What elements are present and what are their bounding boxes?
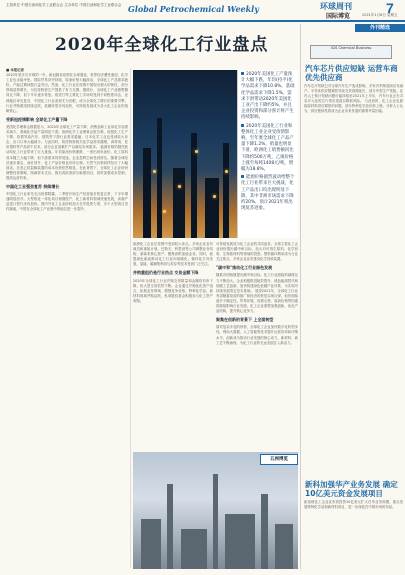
header-brand: Global Petrochemical Weekly: [128, 4, 259, 14]
article-col-1: [6, 68, 128, 568]
plant-tank: [275, 524, 293, 569]
col1b-text: 美国化学理事会数据显示，2020年全球化工产量下降，消费品和工业用化学品需求减少，基础化学品产量明显下滑。欧洲化学工业理事会报告称，欧盟化工生产下降，疫情导致汽车、建筑等下游行业需求萎缩。日本化学工业也受到较大冲击，出口订单大幅减少。与此同时，防疫物资相关化学品需求激增，消毒剂、医用塑料等产品供不应求，部分企业加紧扩产以满足市场需求。: [6, 124, 128, 150]
right-article-1-title: 汽车芯片供应短缺 运营车商优先供应商: [305, 64, 398, 82]
column-divider: [130, 68, 131, 568]
plant-tank: [141, 519, 161, 569]
col5-text: 展望2021年，全球化工行业有望随着疫苗的推广和经济的恢复实现反弹，但仍面临诸多不确定性。贸易环境、疫情走势、原油价格等因素将继续影响行业发展。化工企业需要加强创新，优化产品结构，提升核心竞争力。: [216, 288, 298, 314]
bullet-square-icon: [241, 175, 244, 178]
bullet-square-icon: [241, 72, 244, 75]
plant-tank: [213, 474, 218, 569]
col2-text: 能源价格的剧烈波动给化工行业带来了巨大挑战。年初原油价格暴跌，一度出现负油价，化工原料成本随之大幅下降，但下游需求同样低迷，企业盈利空间受到挤压。随着全球经济逐步重启，油价回升，化工产品价格也有所反弹。天然气价格同样经历了大幅波动，北美乙烷裂解装置的成本优势依然明显。在此背景下，全球化工企业纷纷调整经营策略，削减资本支出，推迟或取消部分新建项目，同时加强成本控制，提高运营效率。: [6, 145, 128, 180]
col4-text: 可持续发展成为化工企业的共同追求。全球主要化工企业纷纷提出碳中和目标，加大对可再生原料、化学回收、生物基材料等领域的投资。塑料循环利用成为行业关注焦点，多家企业宣布建设化学回收装置。: [216, 242, 298, 262]
right-article-2-body: 新加坡化工企业宣布将投资10亿美元扩大在华业务规模，重点发展特种化学品和新材料项目，进一步深化在中国市场的布局。: [304, 500, 403, 510]
header-small-text: 主管单位 中国石油和化学工业联合会 主办单位 中国石油和化学工业联合会: [6, 3, 122, 7]
photo-caption: 五洲博览: [260, 454, 298, 465]
right-column-tag: 外刊精选: [355, 24, 405, 32]
refinery-light: [213, 195, 216, 198]
chemical-plant-photo: [133, 452, 298, 569]
right-article-2-title: 新科加强华产业务发展 确定10亿美元资金发展项目: [305, 480, 398, 498]
header-date: 2021年1月8日 星期五: [362, 13, 398, 17]
article-col-3: [133, 242, 213, 448]
refinery-tower: [191, 133, 197, 238]
highlight-item: 2020年美国化工产量预计大幅下跌，年均(持平)化学品需求下降10.8%，基础化学品需求下降1.5%，需求下滑带动2020年美国化工业产出下降约5%，并且企业投资和部分预计将产生持续影响。: [241, 72, 295, 121]
highlight-item: 2020年美国化工行业和整体化工业企业受疫情影响，至年底全球化工产品产量下降1.2%，销量也明显下滑，欧洲化工销售额同比下降约500万吨，乙烯价格上涨至每吨1408元/吨，增幅为18.8%。: [241, 123, 294, 173]
page-number: 7: [386, 0, 394, 16]
refinery-tower: [223, 143, 229, 238]
subhead-3: 并购重组仍是行业热点 交易金额下降: [133, 270, 199, 276]
page-header: [0, 0, 405, 22]
right-article-1-body: 汽车芯片短缺已对全球汽车生产造成影响，多家汽车制造商宣布减产。半导体供应链紧张导致交货周期延长，部分车型生产受阻。业内人士预计短缺问题可能持续至2021年上半年，汽车行业正在寻求多元化的芯片供应渠道以降低风险。 与此同时，化工企业也面临原材料供应紧张的问题，部分特种化学品价格上涨。分析人士认为，供应链韧性将成为企业未来发展的重要考量因素。: [304, 84, 404, 114]
page-headline: 2020年全球化工行业盘点: [55, 35, 269, 55]
refinery-night-photo: [133, 70, 237, 238]
refinery-tower: [205, 178, 219, 238]
refinery-tower: [173, 168, 185, 238]
plant-tank: [261, 494, 268, 569]
subhead-1: 受新冠疫情影响 全球化工产量下降: [6, 116, 68, 122]
col3-text: 欧洲化工企业在疫情中受到较大冲击，多家企业宣布裁员和重组计划。巴斯夫、科思创等公司调整业务结构，剥离非核心资产，聚焦高附加值业务。同时，欧盟绿色新政推动化工行业向低碳化、循环化方向发展，氢能、碳捕集利用与封存等技术受到广泛关注。: [133, 242, 213, 267]
highlight-item: 能源价格剧烈波动给整个化工行业带来巨大挑战，化工产品出口均出现明显下降，其中非洲市场需求下降约20%，预计2021年将出现复苏迹象。: [241, 175, 295, 212]
header-sub-section: 国际博览: [326, 13, 351, 20]
right-article-2: [302, 478, 403, 558]
subhead-2: 中国化工业强劲复苏 持续增长: [6, 183, 60, 189]
subhead-5: 聚集在创新的背景下 上全面转型: [216, 317, 274, 323]
refinery-light: [153, 170, 156, 173]
refinery-tower: [157, 118, 162, 238]
refinery-light: [195, 150, 198, 153]
plant-tank: [167, 484, 173, 569]
col5b-text: 面对复杂多变的形势，全球化工企业加快数字化转型步伐，利用大数据、人工智能等技术提升运营效率和决策水平。创新成为推动行业发展的核心动力，新材料、新工艺不断涌现，为化工行业的长远发展注入新活力。: [216, 325, 298, 345]
bullet-square-icon: [241, 124, 244, 127]
highlights-box: [237, 70, 298, 238]
plant-tank: [181, 529, 207, 569]
refinery-light: [178, 185, 181, 188]
right-article-1: [302, 62, 403, 342]
article-col-4: [216, 242, 298, 448]
subhead-4: "碳中和"推动化工行业绿色发展: [216, 265, 273, 271]
header-section: 环球周刊: [320, 2, 352, 11]
col2b-text: 中国化工行业率先走出疫情阴霾，二季度开始生产经营逐步恢复正常，下半年增速明显回升。大型炼化一体化项目相继投产，化工新材料领域快速发展，高端产品进口替代步伐加快。国内外化工企业纷纷加大在华投资力度，多个大型项目签约落地，中国在全球化工产业链中的地位进一步提升。: [6, 192, 128, 212]
col3b-text: 2020年全球化工行业并购交易数量和金额均有所下降，但大型交易依然不断。企业通过并购优化资产组合，拓展业务领域，增强竞争优势。特种化学品、新材料领域并购活跃，私募股权基金积极参与化工资产收购。: [133, 278, 213, 303]
plant-tank: [225, 514, 255, 569]
byline: ■ 本报记者: [6, 68, 24, 72]
col4b-text: 随着各国相继提出碳中和目标，化工行业面临的减排压力不断加大。企业积极推进能效提升、绿色能源替代和低碳工艺创新，加快构建绿色低碳产业体系，为实现可持续发展奠定坚实基础。: [216, 273, 298, 293]
refinery-light: [163, 210, 166, 213]
refinery-light: [225, 170, 228, 173]
publication-logo: ICIS Chemical Business: [310, 45, 392, 59]
col1-text: 2020年是多灾多难的一年，新冠肺炎疫情在全球蔓延，世界经济遭受重创，化学工业也未能幸免。国际贸易冲突持续，原油价格大幅波动，全球化工产品需求疲软，产能过剩问题日益突出。然而，化工行业在疫情中展现出强大的韧性，部分领域逆势增长，为抗疫物资生产提供了有力支撑。据统计，全球化工产品销售额同比下降，但下半年逐步恢复。欧美日等主要化工市场均受到不同程度冲击，亚洲地区率先复苏，中国化工行业表现尤为亮眼，成为全球化工增长的重要引擎。行业并购重组持续活跃，低碳转型步伐加快，可持续发展成为各大化工企业的战略核心。: [6, 73, 128, 113]
refinery-tower: [143, 148, 151, 238]
